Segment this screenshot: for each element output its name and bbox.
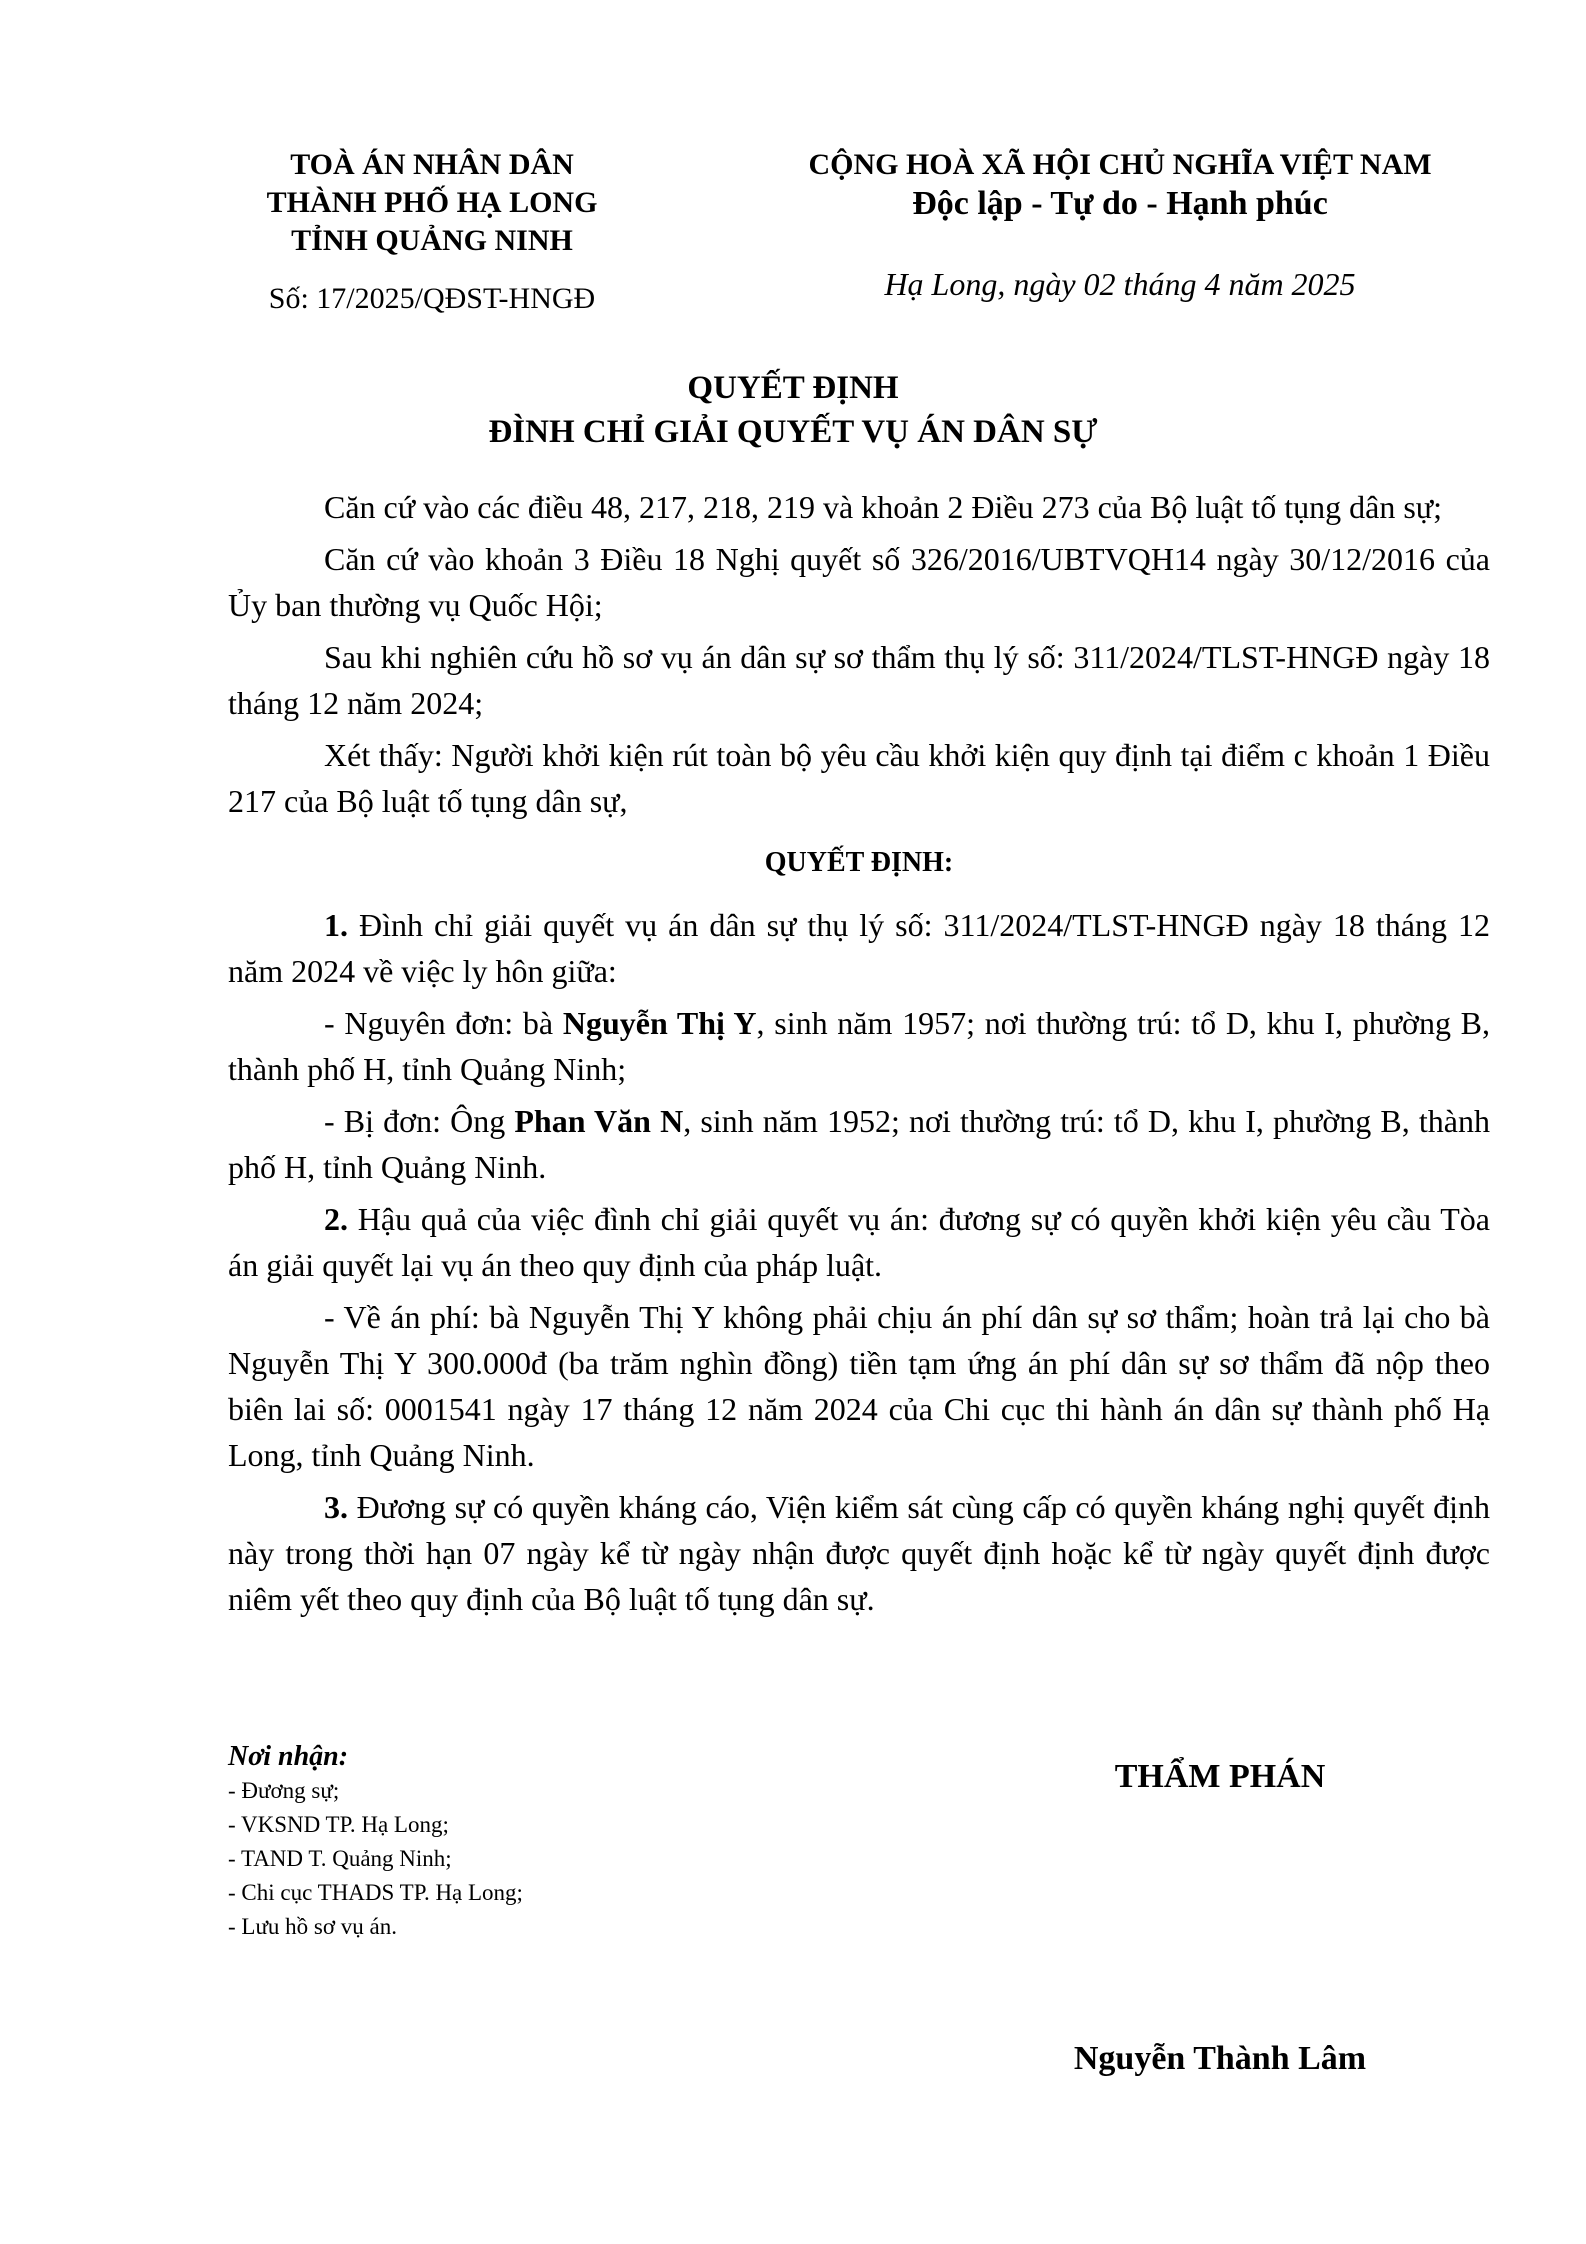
preamble-paragraph: Căn cứ vào các điều 48, 217, 218, 219 và khoản 2 Điều 273 của Bộ luật tố tụng dân sự; <box>324 489 1443 525</box>
plaintiff-name: Nguyễn Thị Y <box>562 1005 757 1041</box>
judge-title: THẨM PHÁN <box>1114 1758 1326 1795</box>
court-name-line-2: THÀNH PHỐ HẠ LONG <box>266 186 598 219</box>
preamble-paragraph: Xét thấy: Người khởi kiện rút toàn bộ yêu cầu khởi kiện quy định tại điểm c khoản 1 Điều 217 của Bộ luật tố tụng dân sự, <box>228 737 1490 819</box>
nation-name: CỘNG HOÀ XÃ HỘI CHỦ NGHĨA VIỆT NAM <box>808 148 1432 181</box>
plaintiff-details: , sinh năm 1957; nơi thường trú: tổ D, khu I, phường B, thành phố H, tỉnh Quảng Ninh; <box>228 1005 1491 1087</box>
defendant-prefix: - Bị đơn: Ông <box>324 1103 515 1139</box>
document-date: Hạ Long, ngày 02 tháng 4 năm 2025 <box>884 266 1356 302</box>
recipients-block <box>228 1740 748 1944</box>
recipient-item: - Chi cục THADS TP. Hạ Long; <box>228 1880 523 1905</box>
plaintiff-info <box>228 1000 1490 1092</box>
court-header <box>232 146 632 316</box>
decision-heading: QUYẾT ĐỊNH: <box>764 847 954 878</box>
decision-item-2 <box>228 1196 1490 1288</box>
recipients-title: Nơi nhận: <box>228 1741 349 1772</box>
item-number: 1. <box>324 907 348 943</box>
court-name-line-1: TOÀ ÁN NHÂN DÂN <box>290 148 574 181</box>
document-body <box>228 484 1490 1628</box>
recipient-item: - Đương sự; <box>228 1778 340 1803</box>
item-text: Đình chỉ giải quyết vụ án dân sự thụ lý số: 311/2024/TLST-HNGĐ ngày 18 tháng 12 năm 2024 về việc ly hôn giữa: <box>228 907 1490 989</box>
preamble-paragraph: Căn cứ vào khoản 3 Điều 18 Nghị quyết số 326/2016/UBTVQH14 ngày 30/12/2016 của Ủy ban thường vụ Quốc Hội; <box>228 541 1490 623</box>
court-fee-paragraph: - Về án phí: bà Nguyễn Thị Y không phải chịu án phí dân sự sơ thẩm; hoàn trả lại cho bà Nguyễn Thị Y 300.000đ (ba trăm nghìn đồng) tiền tạm ứng án phí dân sự sơ thẩm đã nộp theo biên lai số: 0001541 ngày 17 tháng 12 năm 2024 của Chi cục thi hành án dân sự thành phố Hạ Long, tỉnh Quảng Ninh. <box>228 1299 1490 1473</box>
defendant-details: , sinh năm 1952; nơi thường trú: tổ D, khu I, phường B, thành phố H, tỉnh Quảng Ninh. <box>228 1103 1491 1185</box>
defendant-info <box>228 1098 1490 1190</box>
national-header <box>760 146 1480 303</box>
document-number: Số: 17/2025/QĐST-HNGĐ <box>268 282 596 315</box>
item-number: 2. <box>324 1201 348 1237</box>
national-motto: Độc lập - Tự do - Hạnh phúc <box>912 185 1328 222</box>
recipient-item: - TAND T. Quảng Ninh; <box>228 1846 452 1871</box>
document-title <box>0 366 1586 454</box>
item-number: 3. <box>324 1489 348 1525</box>
decision-item-1 <box>228 902 1490 994</box>
title-line-2: ĐÌNH CHỈ GIẢI QUYẾT VỤ ÁN DÂN SỰ <box>488 414 1098 450</box>
judge-name: Nguyễn Thành Lâm <box>1073 2040 1367 2077</box>
recipient-item: - VKSND TP. Hạ Long; <box>228 1812 449 1837</box>
decision-item-3 <box>228 1484 1490 1622</box>
title-line-1: QUYẾT ĐỊNH <box>687 370 899 406</box>
item-text: Hậu quả của việc đình chỉ giải quyết vụ án: đương sự có quyền khởi kiện yêu cầu Tòa án giải quyết lại vụ án theo quy định của pháp luật. <box>228 1201 1490 1283</box>
court-name-line-3: TỈNH QUẢNG NINH <box>291 224 573 257</box>
recipient-item: - Lưu hồ sơ vụ án. <box>228 1914 397 1939</box>
defendant-name: Phan Văn N <box>514 1103 684 1139</box>
plaintiff-prefix: - Nguyên đơn: bà <box>324 1005 563 1041</box>
item-text: Đương sự có quyền kháng cáo, Viện kiểm sát cùng cấp có quyền kháng nghị quyết định này trong thời hạn 07 ngày kể từ ngày nhận được quyết định hoặc kể từ ngày quyết định được niêm yết theo quy định của Bộ luật tố tụng dân sự. <box>228 1489 1490 1617</box>
preamble-paragraph: Sau khi nghiên cứu hồ sơ vụ án dân sự sơ thẩm thụ lý số: 311/2024/TLST-HNGĐ ngày 18 tháng 12 năm 2024; <box>228 639 1490 721</box>
